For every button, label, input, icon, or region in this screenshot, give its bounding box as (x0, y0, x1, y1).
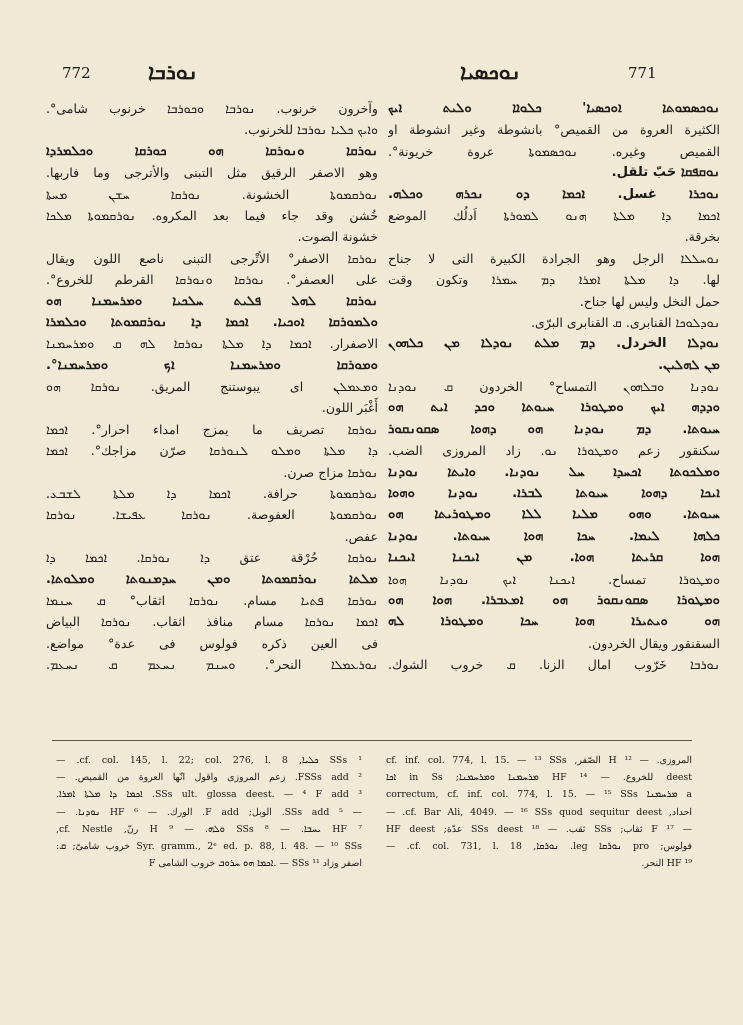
text-line: عفص. (344, 528, 378, 544)
footnote-line: Syr. gramm., 2ᵉ ed. p. 88, l. 48. — ¹⁰ SSs خروب شامىّ; ܩ: (56, 840, 362, 852)
text-line: وآخرون خرنوب. ܢܘܪܒܐ ܘܟܘܪܒܐ خرنوب شامى°. (46, 101, 378, 116)
footnote-line: — ⁵ SSs add. الوبل; F add. الورك. — ⁶ HF ܢܘܕܢܐ. — (56, 806, 362, 818)
text-line: ܡܢ ܠܗܠܝܢ. (658, 357, 720, 373)
text-line: ܢܘܟܣܡܘܬܐ ܐܘܟܣܝܐ' ܟܠܘܐܐ ܘܠܝܬ ܐܝܟ (388, 101, 720, 116)
text-line: ܘܡܠܟܘܬܐ ܐܟܚܕܐ ܚܠ ܢܘܕܢܐ. ܘܐܝܬܐ ܢܘܕܢܐ (388, 464, 720, 480)
text-line: ܢܘܕܠܘܟܐ القنابرى. ܩ القنابرى البرّى. (530, 314, 720, 330)
text-line: ܘܡܛܘܪܐ تمساح. ܐܝܟܢܐ ܐܝܟ ܢܘܕܢܐ ܗܘܐ (388, 571, 720, 587)
text-line: فى العين ذكره فولوس فى عدة° مواضع. (46, 635, 378, 651)
text-line: ܘܡܘܪܩܐ ܘܡܪܚܡܢܐ ܐܟ ܘܡܪܚܡܢܐ°. (46, 357, 378, 373)
footnote-line: فولوس; pro ܢܘܪܩܐ leg. ܢܘܪܩܐ, cf. col. 731, l. 18. — (386, 840, 692, 852)
footnote-line: — ¹⁷ F ثقاب; SSs ثقب. — ¹⁸ SSs deest عدّة; HF deest (386, 823, 692, 835)
text-line: ܘܐܝܟ ܟܠܝܐ ܢܘܪܒܐ للخرنوب. (244, 122, 378, 138)
text-line: ܢܘܪܩܐ الاصفر° الأتْرجى التبنى ناصع اللون ويقال (46, 250, 378, 266)
text-line: ܢܘܪܩܐ ܦܬܝܐ مسام. ܢܘܪܩܐ اثقاب° ܩ ܚܢܡܐ (46, 592, 378, 608)
text-line: ܕܐ ܡܠܬܐ ܘܡܠܘ ܠܢܘܪܩܐ صرّن مزاجك°. ܐܟܡܐ (46, 443, 378, 459)
text-line: ܚܝܘܬܐ. ܕܡ ܢܘܕܢܐ ܗܘ ܕܗܘܐ ܣܩܘܢܩܘܪ (388, 421, 720, 437)
text-line: القميص وغيره. ܢܘܟܣܡܘܬܐ عروة خريونة°. (388, 143, 720, 159)
text-line: السقنقور ويقال الخردون. (587, 635, 720, 651)
footnote-line: ¹ SSs ܟܠܝܐ, cf. col. 145, l. 22; col. 276, l. 8. — (56, 755, 362, 766)
text-line: ܢܘܪܩܐ مزاج صرن. (283, 464, 378, 480)
text-line: سكنقور زعم ܘܡܛܘܪܐ ܢܘ. زاد المروزى الضب. (388, 443, 720, 459)
text-line: حمل النخل وليس لها جناح. (579, 293, 720, 309)
footnote-line: ² FSSs add. زعم المروزى واقول انّها العروة من القميص. — (56, 772, 362, 784)
text-line: ܘܡܥܡܠܢ اى يبوستنج المريق. ܢܘܪܩܐ ܗܘ (46, 379, 378, 395)
right-running-head: ܢܘܟܣܝܐ (460, 60, 521, 84)
text-line: ܘܕܕܗ ܐܝܟ ܘܡܛܘܪܐ ܚܝܘܬܐ ܘܟܕ ܐܝܬ ܗܘ (388, 400, 720, 416)
text-line: ܢܘܪܩܐ ܠܗܠ ܦܠܝܬ ܚܠܟܝܐ ܘܡܪܚܡܢܐ ܗܘ (46, 293, 378, 309)
text-line: ܢܘܟܪܐ غسل. ܐܟܡܐ ܕܘ ܢܟܪܗ ܘܟܠܗ. (388, 186, 720, 202)
left-column-text (46, 98, 378, 676)
left-page-number: 772 (62, 64, 91, 82)
text-line: ܢܘܪܩܡܘܬܐ الخشونة. ܢܘܪܩܐ ܚܫܢ ܡܚܬܐ (46, 186, 378, 202)
text-line: ܢܘܩܦܩܐ حَبّ تلقل. (611, 165, 720, 181)
text-line: خشونة الصوت. (297, 229, 378, 245)
text-line: الاصفرار. ܐܟܡܐ ܕܐ ܡܠܬܐ ܢܘܪܩܐ ܠܗ ܩ ܘܡܪܚܡܢܐ (46, 336, 378, 352)
footnote-line: ⁷ HF ܝܚܒܐ. — ⁸ SSs ܘܠܗ. — ⁹ H رنّ, cf. Nestle, (56, 823, 362, 835)
text-line: ܢܘܪܥܡܠܐ النحر°. ܘܚܢܡ ܢܚܥܡ ܩ ܢܚܥܡ. (46, 657, 378, 673)
text-line: على العصفر°. ܢܘܪܩܐ ܘܢܘܪܩܐ القرطم للخروع°. (46, 272, 378, 288)
footnote-line: اصفر وزاد SSs ¹¹ — .ܐܟܡܐ ܗܘ ܚܪܘܒ خروب الشامى F (148, 858, 362, 870)
footnote-line: احداد, cf. Bar Ali, 4049. — ¹⁶ SSs quod sequitur deest. — (386, 806, 692, 818)
text-line: ܘܡܛܘܪܐ ܣܩܘܢܩܘܪ ܗܘ ܐܡܥܒܪܐ. ܗܘܐ ܗܘ (388, 592, 720, 608)
text-line: ܢܘܪܩܡܘܬܐ حرافة. ܐܟܡܐ ܕܐ ܡܠܬܐ ܠܫܒܥ. (46, 486, 378, 502)
page-header (0, 60, 743, 90)
right-footnotes (386, 752, 692, 872)
text-line: أَغْبَر اللون. (321, 400, 378, 416)
text-line: بخرقة. (684, 229, 720, 245)
footnote-divider (52, 740, 692, 741)
text-line: ܗܘܐ ܩܪܝܬܐ ܗܘܐ. ܡܢ ܐܝܟܢܐ ܐܝܟܢܐ (388, 550, 720, 566)
text-line: ܡܠܬܐ ܢܘܪܩܡܘܬܐ ܘܡܢ ܚܕܡܢܘܬܐ ܘܡܠܘܬܐ. (46, 571, 378, 587)
text-line: ܢܘܪܩܐ ܘܢܘܪܩܐ ܗܘ ܟܘܪܩܐ ܘܟܠܡܪܕܐ (46, 143, 378, 159)
left-footnotes (56, 752, 362, 872)
text-line: ܢܘܚܠܠܐ الرجل وهو الجرادة الكبيرة التى لا جناح (388, 250, 720, 266)
text-line: ܢܘܕܢܐ ܘܒܠܗܘܢ التمساح° الخردون ܩ ܢܘܕܢܐ (388, 379, 720, 395)
right-page-number: 771 (628, 64, 657, 82)
text-line: ܐܟܡܐ ܢܘܪܩܐ مسام منافذ اثقاب. ܢܘܪܩܐ البياض (46, 614, 378, 630)
footnote-line: deest للخروع. — ¹⁴ HF ܡܪܚܡܢܐ ܘܡܪܚܡܢܐ; in Ss ܐܟܐ (386, 772, 692, 784)
text-line: خُشن وقد جاء فيما بعد المكروه. ܢܘܪܩܡܘܬܐ ܡܠܟܐ (46, 207, 378, 223)
text-line: ܘܠܡܘܪܩܐ ܐܘܟܝܐ. ܐܟܡܐ ܕܐ ܢܘܪܩܡܘܬܐ ܘܟܠܡܪܐ (46, 314, 378, 330)
text-line: ܢܘܪܩܡܘܬܐ العفوصة. ܢܘܪܩܐ ܥܦܝܫܐ. ܢܘܪܩܐ (46, 507, 378, 523)
footnote-line: المروزى. — ¹² H الصّفر, cf. inf. col. 774, l. 15. — ¹³ SSs (386, 755, 692, 766)
text-line: ܐܝܟܐ ܕܗܘܐ ܚܝܘܬܐ ܠܒܪܐ. ܢܘܕܢܐ ܘܗܘܐ (388, 486, 720, 502)
footnote-line: ³ SSs ult. glossa deest. — ⁴ F add. ܐܟܡܐ ܕܐ ܡܠܬܐ ܐܡܪܐ. (56, 789, 362, 801)
text-line: ܢܘܕܠܐ الخردل. ܕܡ ܡܠܬ ܢܘܕܠܐ ܡܢ ܟܠܗܘܢ (388, 336, 720, 352)
text-line: ܢܘܪܩܐ حُرْقة عتق ܕܐ ܢܘܪܩܐ. ܐܟܡܐ ܕܐ (46, 550, 378, 566)
text-line: ܐܟܡܐ ܕܐ ܡܠܬܐ ܗܢܘ ܠܡܘܪܬܐ اَدلُك الموضع (388, 207, 720, 223)
text-line: ܢܘܪܩܐ تصريف ما يمزج امداء احرار°. ܐܟܡܐ (46, 421, 378, 437)
text-line: الكثيرة العروة من القميص° بانشوطة وغير انشوطة او (388, 122, 720, 138)
text-line: لها. ܕܐ ܡܠܬܐ ܐܡܪܐ ܕܡ ܚܡܪܐ وتكون وقت (388, 272, 720, 288)
text-line: ܚܝܘܬܐ. ܘܗܘ ܡܠܝܐ ܠܠܐ ܘܡܛܘܪܝܬܐ ܗܘ (388, 507, 720, 523)
text-line: وهو الاصفر الرقيق مثل التبنى والأترجى وما فاربها. (46, 165, 378, 181)
text-line: ܟܠܗܐ ܠܝܡܐ. ܚܟܐ ܗܘܐ ܚܝܘܬܐ. ܢܘܕܢܐ (388, 528, 720, 544)
text-line: ܢܘܪܒܐ خَرّوب امال الزنا. ܩ خروب الشوك. (388, 657, 720, 673)
text-line: ܗܘ ܘܝܬܝܪܐ ܗܘܐ ܚܟܐ ܘܡܛܘܪܐ ܠܗ (388, 614, 720, 630)
left-running-head: ܢܘܪܒܐ (148, 60, 199, 84)
footnote-line: ¹⁹ HF النحر. (641, 858, 692, 870)
footnote-line: a ܡܪܚܡܢܐ correctum, cf. inf. col. 774, l. 15. — ¹⁵ SSs (386, 789, 692, 801)
right-column-text (388, 98, 720, 676)
